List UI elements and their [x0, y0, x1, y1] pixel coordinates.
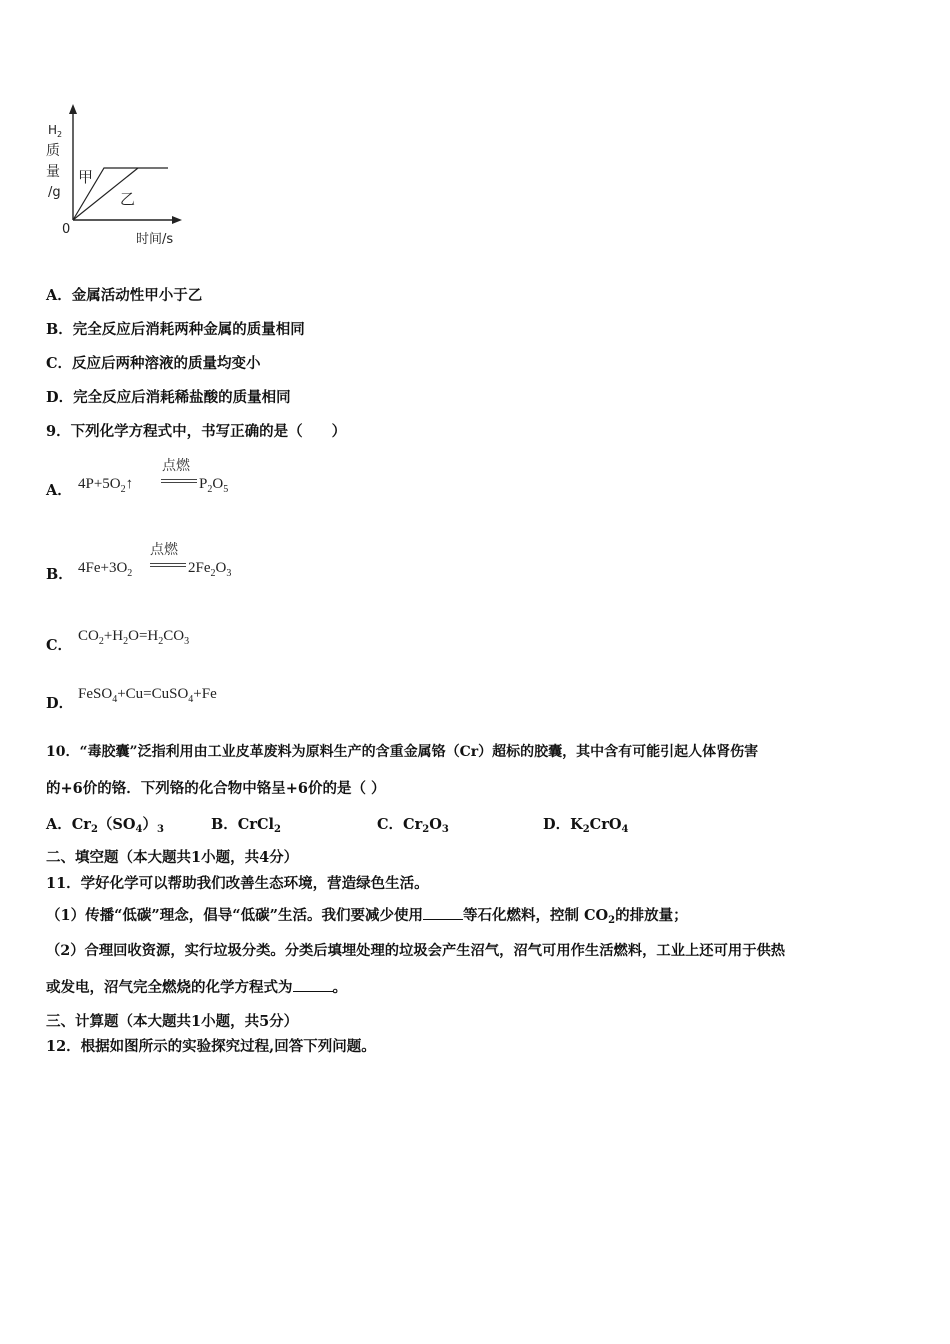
q10-line-1: 10．“毒胶囊”泛指利用由工业皮革废料为原料生产的含重金属铬（Cr）超标的胶囊，其中含有可能引起人体肾伤害: [46, 744, 759, 760]
q9-d-label: D．: [46, 695, 74, 712]
y-label-zhi: 质: [46, 143, 60, 159]
q9-b-rhs: $2Fe_2O_3$: [188, 560, 232, 579]
hydrogen-mass-time-graph: [40, 100, 200, 250]
q9-a-condition: 点燃: [162, 458, 190, 474]
origin-label: 0: [62, 222, 71, 237]
q9-b-label: B．: [46, 566, 73, 583]
q9-b-equals: [150, 563, 186, 564]
q9-c-label: C．: [46, 637, 73, 654]
q9-b-condition: 点燃: [150, 542, 178, 558]
series-yi-label: 乙: [120, 190, 136, 208]
q9-d-equation: FeSO$_4$+Cu=CuSO$_4$+Fe: [78, 686, 217, 705]
q10-option-d: D．$K_2CrO_4$: [543, 816, 629, 835]
q9-a-label: A．: [46, 482, 72, 499]
q9-b-lhs: $4Fe+3O_2$: [78, 560, 133, 579]
q11-part-1: （1）传播“低碳”理念，倡导“低碳”生活。我们要减少使用 等石化燃料，控制 $CO_2$的排放量；: [46, 907, 688, 926]
q9-a-rhs: $P_2O_5$: [199, 476, 229, 495]
q10-line-2: 的+6价的铬．下列铬的化合物中铬呈+6价的是（ ）: [46, 780, 386, 797]
q12-stem: 12．根据如图所示的实验探究过程,回答下列问题。: [46, 1038, 376, 1055]
y-label-unit: /g: [48, 185, 61, 200]
q9-c-equation: $CO_2+H_2O=H_2CO_3$: [78, 628, 190, 647]
q9-stem: 9．下列化学方程式中，书写正确的是（ ）: [46, 423, 347, 440]
q11-part-2-line-1: （2）合理回收资源，实行垃圾分类。分类后填埋处理的垃圾会产生沼气，沼气可用作生活燃料，工业上还可用于供热: [46, 943, 786, 959]
q8-option-c: C．反应后两种溶液的质量均变小: [46, 355, 261, 372]
series-jia-label: 甲: [78, 168, 94, 186]
x-label: 时间/s: [136, 232, 174, 247]
y-axis-arrow: [69, 104, 77, 114]
q11-stem: 11．学好化学可以帮助我们改善生态环境，营造绿色生活。: [46, 875, 429, 892]
q10-option-c: C．$Cr_2O_3$: [377, 816, 449, 835]
q10-option-a: A．$Cr_2(SO_4)_3$: [46, 816, 164, 835]
section-3-heading: 三、计算题（本大题共1小题，共5分）: [46, 1013, 299, 1030]
q9-a-lhs: $4P+5O_2↑$: [78, 476, 134, 495]
y-label-h2: $H_2$: [48, 123, 63, 139]
q10-option-b: B．CrCl$_2$: [211, 816, 281, 835]
q8-option-a: A．金属活动性甲小于乙: [46, 287, 203, 304]
q11-part-2-line-2: 或发电，沼气完全燃烧的化学方程式为 。: [46, 979, 347, 996]
q9-a-equals: [161, 479, 197, 480]
q11-part-1-blank[interactable]: [423, 907, 463, 920]
q11-part-2-blank[interactable]: [293, 979, 333, 992]
q8-option-b: B．完全反应后消耗两种金属的质量相同: [46, 321, 305, 338]
y-label-liang: 量: [46, 164, 60, 180]
section-2-heading: 二、填空题（本大题共1小题，共4分）: [46, 849, 299, 866]
q8-option-d: D．完全反应后消耗稀盐酸的质量相同: [46, 389, 291, 406]
x-axis-arrow: [172, 216, 182, 224]
